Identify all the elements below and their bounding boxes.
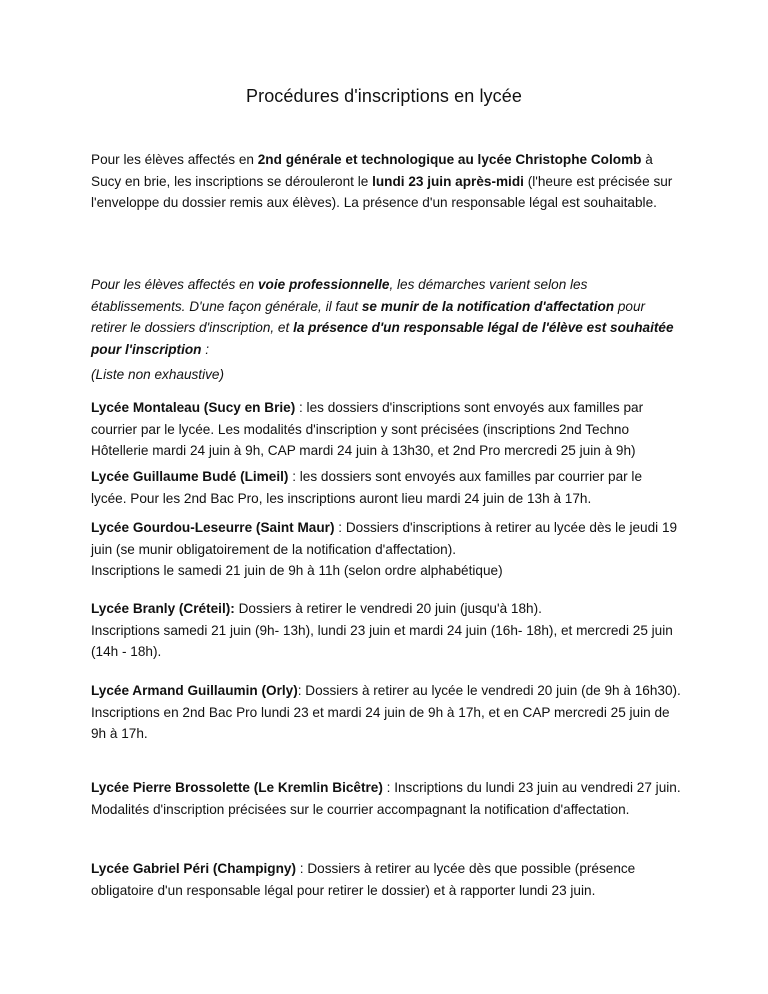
lycee-item	[91, 466, 681, 509]
pro-bold-1: voie professionnelle	[258, 277, 390, 292]
lycee-name: Lycée Branly (Créteil):	[91, 601, 235, 616]
lycee-item	[91, 680, 681, 745]
lycee-name: Lycée Montaleau (Sucy en Brie)	[91, 400, 296, 415]
pro-bold-2: se munir de la notification d'affectation	[361, 298, 615, 314]
intro-paragraph	[91, 149, 681, 214]
intro-bold-1: 2nd générale et technologique au lycée Christophe Colomb	[257, 152, 642, 167]
list-note: (Liste non exhaustive)	[91, 367, 224, 382]
intro-text-3: (l'heure est précisée sur l'enveloppe du dossier remis aux élèves). La présence d'un responsable légal est souhaitable.	[91, 173, 673, 210]
lycee-name: Lycée Gourdou-Leseurre (Saint Maur)	[91, 520, 335, 535]
pro-text-2: , les démarches varient selon les établissements. D'une façon générale, il faut	[91, 277, 588, 314]
lycee-text: : Dossiers à retirer au lycée dès que possible (présence obligatoire d'un responsable légal pour retirer le dossier) et à rapporter lundi 23 juin.	[91, 861, 636, 898]
page-title: Procédures d'inscriptions en lycée	[246, 86, 522, 106]
lycee-name: Lycée Armand Guillaumin (Orly)	[91, 683, 298, 698]
pro-bold-3: la présence d'un responsable légal de l'élève est souhaitée pour l'inscription	[91, 320, 674, 357]
lycee-item	[91, 858, 681, 901]
lycee-text: : Dossiers d'inscriptions à retirer au lycée dès le jeudi 19 juin (se munir obligatoirement de la notification d'affectation).	[91, 520, 678, 557]
lycee-item	[91, 777, 681, 820]
pro-text-4: :	[201, 341, 210, 357]
lycee-text: : Inscriptions du lundi 23 juin au vendredi 27 juin. Modalités d'inscription précisées sur le courrier accompagnant la notification d'affectation.	[91, 780, 681, 817]
lycee-text: : les dossiers d'inscriptions sont envoyés aux familles par courrier par le lycée. Les modalités d'inscription y sont précisées (inscriptions 2nd Techno Hôtellerie mardi 24 juin à 9h, CAP mardi 24 juin à 13h30, et 2nd Pro mercredi 25 juin à 9h)	[91, 400, 644, 458]
intro-text-1: Pour les élèves affectés en	[91, 152, 258, 167]
lycee-text: Dossiers à retirer le vendredi 20 juin (jusqu'à 18h).	[234, 601, 542, 616]
lycee-item	[91, 397, 681, 462]
lycee-name: Lycée Gabriel Péri (Champigny)	[91, 861, 296, 876]
pro-paragraph	[91, 274, 681, 360]
lycee-item	[91, 598, 681, 663]
lycee-line2: Inscriptions le samedi 21 juin de 9h à 11h (selon ordre alphabétique)	[91, 563, 503, 578]
lycee-name: Lycée Pierre Brossolette (Le Kremlin Bicêtre)	[91, 780, 383, 795]
lycee-item	[91, 517, 681, 582]
lycee-line2: Inscriptions samedi 21 juin (9h- 13h), lundi 23 juin et mardi 24 juin (16h- 18h), et mercredi 25 juin (14h - 18h).	[91, 622, 673, 659]
intro-text-2: à Sucy en brie, les inscriptions se dérouleront le	[91, 152, 653, 189]
intro-bold-2: lundi 23 juin après-midi	[372, 173, 524, 189]
pro-text-1: Pour les élèves affectés en	[91, 277, 258, 292]
lycee-name: Lycée Guillaume Budé (Limeil)	[91, 469, 289, 484]
lycee-text: : Dossiers à retirer au lycée le vendredi 20 juin (de 9h à 16h30).	[297, 683, 681, 698]
pro-text-3: pour retirer le dossiers d'inscription, et	[91, 298, 646, 335]
lycee-text: : les dossiers sont envoyés aux familles par courrier par le lycée. Pour les 2nd Bac Pro, les inscriptions auront lieu mardi 24 juin de 13h à 17h.	[91, 469, 643, 506]
lycee-line2: Inscriptions en 2nd Bac Pro lundi 23 et mardi 24 juin de 9h à 17h, et en CAP mercredi 25 juin de 9h à 17h.	[91, 704, 670, 741]
